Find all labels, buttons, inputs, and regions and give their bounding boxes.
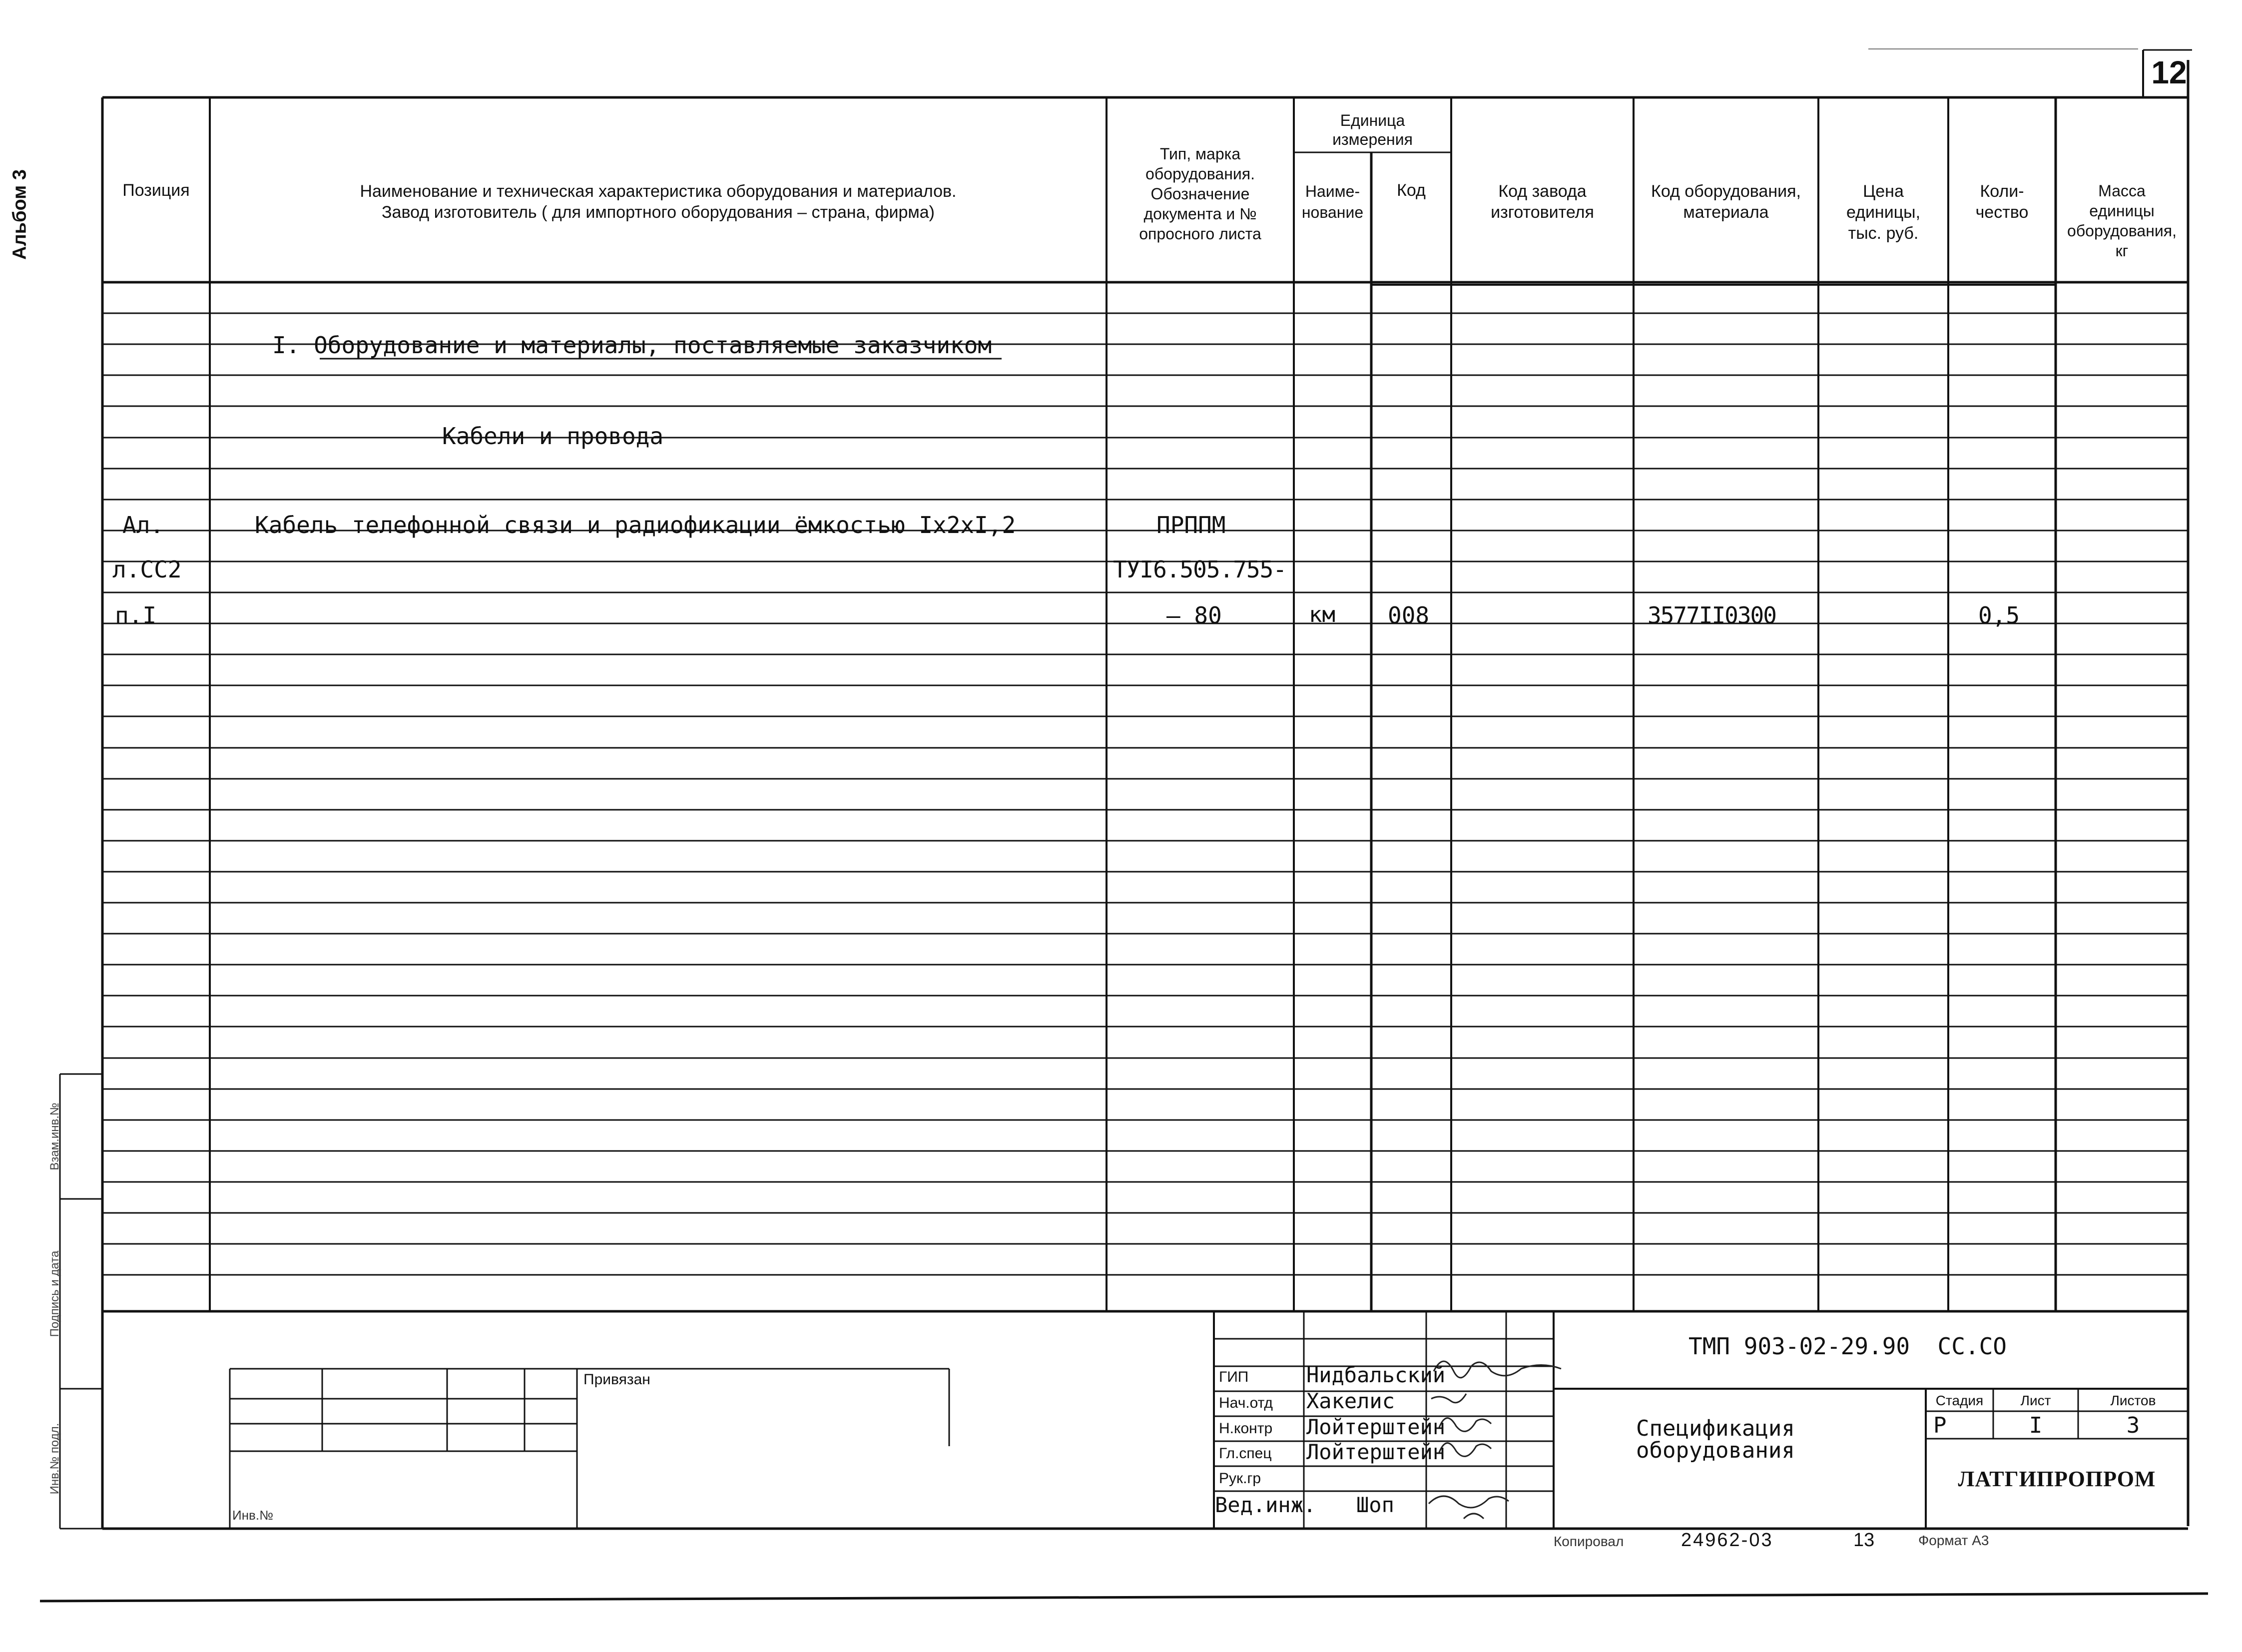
cell-position: п.I — [115, 602, 157, 629]
cell-name: Кабель телефонной связи и радиофикации ёмкостью Iх2хI,2 — [255, 512, 1016, 539]
organization: ЛАТГИПРОПРОМ — [1958, 1467, 2156, 1491]
name-gl-spec: Лойтерштейн — [1306, 1440, 1446, 1464]
role-gip: ГИП — [1219, 1369, 1249, 1385]
privyazan-label: Привязан — [583, 1371, 650, 1388]
header-qty — [1948, 181, 2056, 223]
sheet-number: 12 — [2151, 54, 2187, 90]
doc-title — [1636, 1418, 1795, 1462]
header-position: Позиция — [122, 181, 190, 200]
archive-number: 24962-03 — [1681, 1530, 1773, 1551]
header-mass — [2056, 181, 2188, 261]
header-type — [1107, 144, 1294, 244]
margin-label-replaced: Взам.инв.№ — [48, 1102, 61, 1170]
header-type-line: документа и № — [1143, 205, 1257, 223]
header-equip-code — [1634, 181, 1818, 223]
header-name-line2: Завод изготовитель ( для импортного оборудования – страна, фирма) — [382, 203, 935, 222]
header-mass-line: оборудования, — [2067, 222, 2177, 240]
header-unit-group-line: измерения — [1332, 130, 1413, 148]
sheets-label: Листов — [2110, 1393, 2156, 1408]
cell-qty: 0,5 — [1978, 602, 2020, 629]
role-ved-inzh: Вед.инж. — [1215, 1493, 1316, 1517]
header-unit-name-line: Наиме- — [1305, 182, 1360, 200]
cell-position: Ал. — [122, 512, 164, 539]
album-label: Альбом 3 — [9, 169, 30, 260]
header-price — [1818, 181, 1948, 244]
name-n-kontr: Лойтерштейн — [1306, 1415, 1446, 1439]
name-nach-otd: Хакелис — [1306, 1389, 1395, 1413]
name-ved-inzh: Шоп — [1356, 1493, 1394, 1517]
stage-value: Р — [1933, 1413, 1947, 1438]
page-number: 13 — [1853, 1530, 1875, 1551]
header-unit-group-line: Единица — [1340, 111, 1405, 129]
header-price-line: Цена — [1863, 182, 1904, 201]
margin-label-inv: Инв.№ подл. — [48, 1423, 61, 1495]
margin-label-signature: Подпись и дата — [48, 1250, 61, 1337]
header-unit-code: Код — [1397, 181, 1426, 200]
sheet-value: I — [2029, 1413, 2043, 1438]
header-name-line1: Наименование и техническая характеристика оборудования и материалов. — [360, 182, 957, 201]
header-unit-name-line: нование — [1301, 203, 1364, 221]
cell-code: 008 — [1388, 602, 1430, 629]
cell-type: ТУI6.505.755- — [1113, 556, 1287, 583]
cell-type: ПРППМ — [1156, 512, 1226, 539]
doc-code: ТМП 903-02-29.90 СС.СО — [1688, 1333, 2007, 1360]
format-label: Формат А3 — [1918, 1533, 1989, 1548]
cell-position: л.СС2 — [112, 556, 182, 583]
header-plant-code — [1451, 181, 1634, 223]
header-mass-line: единицы — [2089, 202, 2155, 220]
header-type-line: оборудования. — [1145, 165, 1255, 183]
signatures — [1429, 1361, 1561, 1519]
role-nach-otd: Нач.отд — [1219, 1395, 1273, 1411]
header-type-line: опросного листа — [1139, 225, 1261, 243]
header-unit-group — [1294, 111, 1451, 149]
header-qty-line: Коли- — [1980, 182, 2024, 201]
header-price-line: тыс. руб. — [1848, 224, 1919, 243]
role-ruk-gr: Рук.гр — [1219, 1470, 1261, 1487]
header-qty-line: чество — [1975, 203, 2029, 222]
header-type-line: Обозначение — [1150, 185, 1250, 203]
sheets-value: 3 — [2126, 1413, 2140, 1438]
role-gl-spec: Гл.спец — [1219, 1445, 1272, 1462]
header-name — [210, 181, 1107, 223]
header-mass-line: Масса — [2098, 182, 2146, 200]
copied-label: Копировал — [1554, 1534, 1624, 1549]
role-n-kontr: Н.контр — [1219, 1420, 1273, 1437]
section-title: I. Оборудование и материалы, поставляемые заказчиком — [272, 332, 992, 359]
doc-title-line2: оборудования — [1636, 1438, 1795, 1463]
sheet-label: Лист — [2020, 1393, 2051, 1408]
header-equip-code-line: Код оборудования, — [1651, 182, 1801, 201]
header-equip-code-line: материала — [1683, 203, 1769, 222]
cell-unit: км — [1309, 602, 1335, 627]
cell-equip-code: 3577II0300 — [1648, 602, 1776, 629]
header-plant-code-line: изготовителя — [1491, 203, 1594, 222]
header-unit-name — [1294, 181, 1371, 223]
header-price-line: единицы, — [1846, 203, 1921, 222]
header-mass-line: кг — [2115, 242, 2129, 260]
header-type-line: Тип, марка — [1159, 145, 1241, 163]
header-plant-code-line: Код завода — [1498, 182, 1587, 201]
doc-title-line1: Спецификация — [1636, 1416, 1795, 1441]
stage-label: Стадия — [1935, 1393, 1984, 1408]
name-gip: Нидбальский — [1306, 1363, 1446, 1387]
inv-no-label: Инв.№ — [232, 1508, 273, 1523]
subsection-title: Кабели и провода — [442, 423, 664, 450]
cell-type: – 80 — [1166, 602, 1222, 629]
